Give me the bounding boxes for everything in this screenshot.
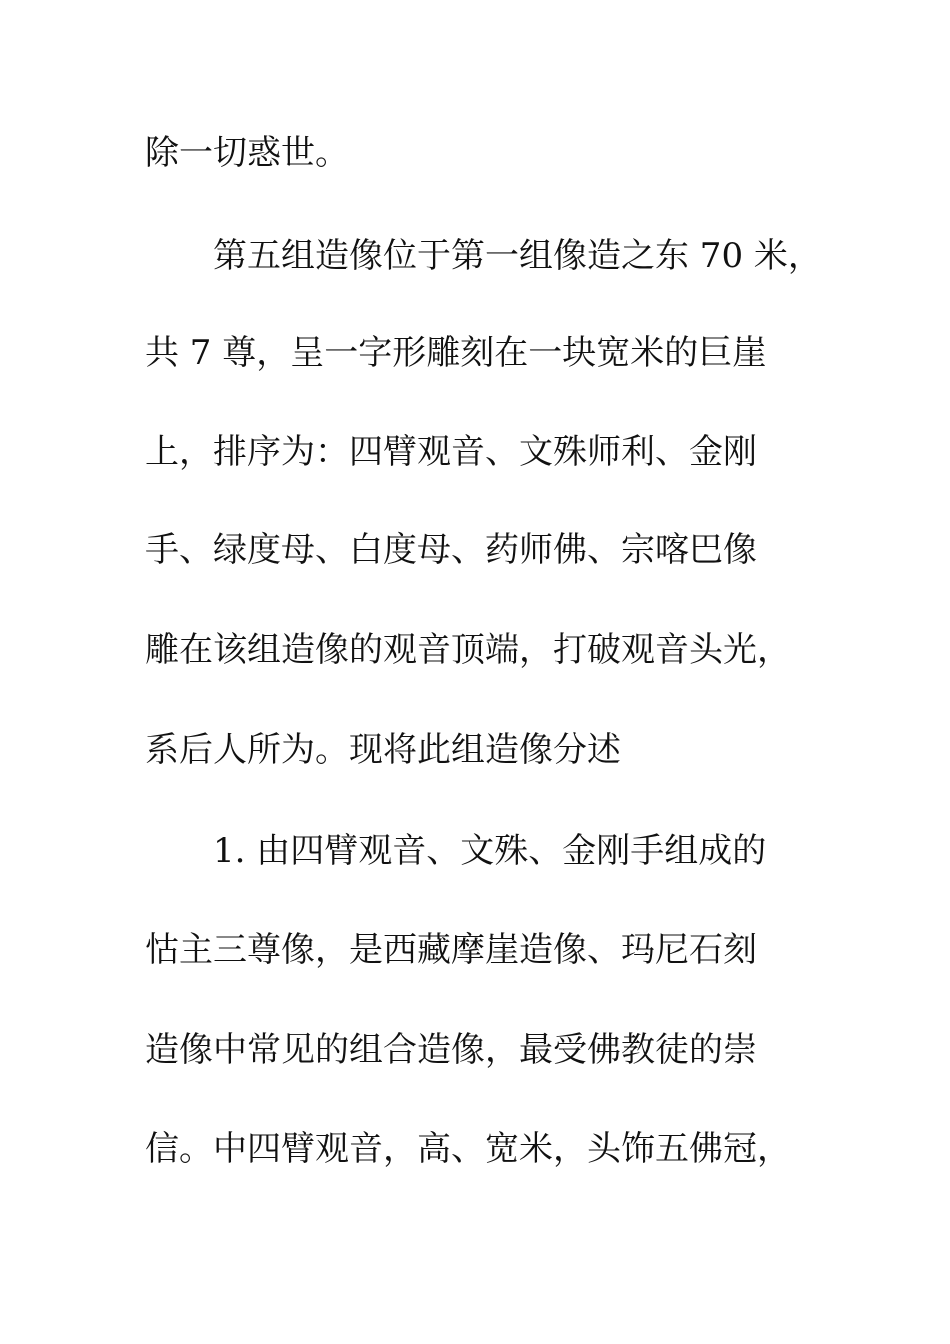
text-line-5: 手、绿度母、白度母、药师佛、宗喀巴像 [145, 530, 757, 570]
paragraph-start-line: 第五组造像位于第一组像造之东 70 米， [213, 236, 822, 276]
text-line-11: 信。中四臂观音，高、宽米，头饰五佛冠， [145, 1129, 791, 1169]
text-line-1: 除一切惑世。 [145, 133, 349, 173]
text-line-3: 共 7 尊，呈一字形雕刻在一块宽米的巨崖 [145, 333, 767, 373]
text-line-9: 怙主三尊像，是西藏摩崖造像、玛尼石刻 [145, 930, 757, 970]
text-line-4: 上，排序为：四臂观音、文殊师利、金刚 [145, 432, 757, 472]
text-line-7: 系后人所为。现将此组造像分述 [145, 730, 621, 770]
text-line-6: 雕在该组造像的观音顶端，打破观音头光， [145, 630, 791, 670]
numbered-item-line: 1. 由四臂观音、文殊、金刚手组成的 [213, 831, 767, 871]
text-line-10: 造像中常见的组合造像，最受佛教徒的崇 [145, 1030, 757, 1070]
